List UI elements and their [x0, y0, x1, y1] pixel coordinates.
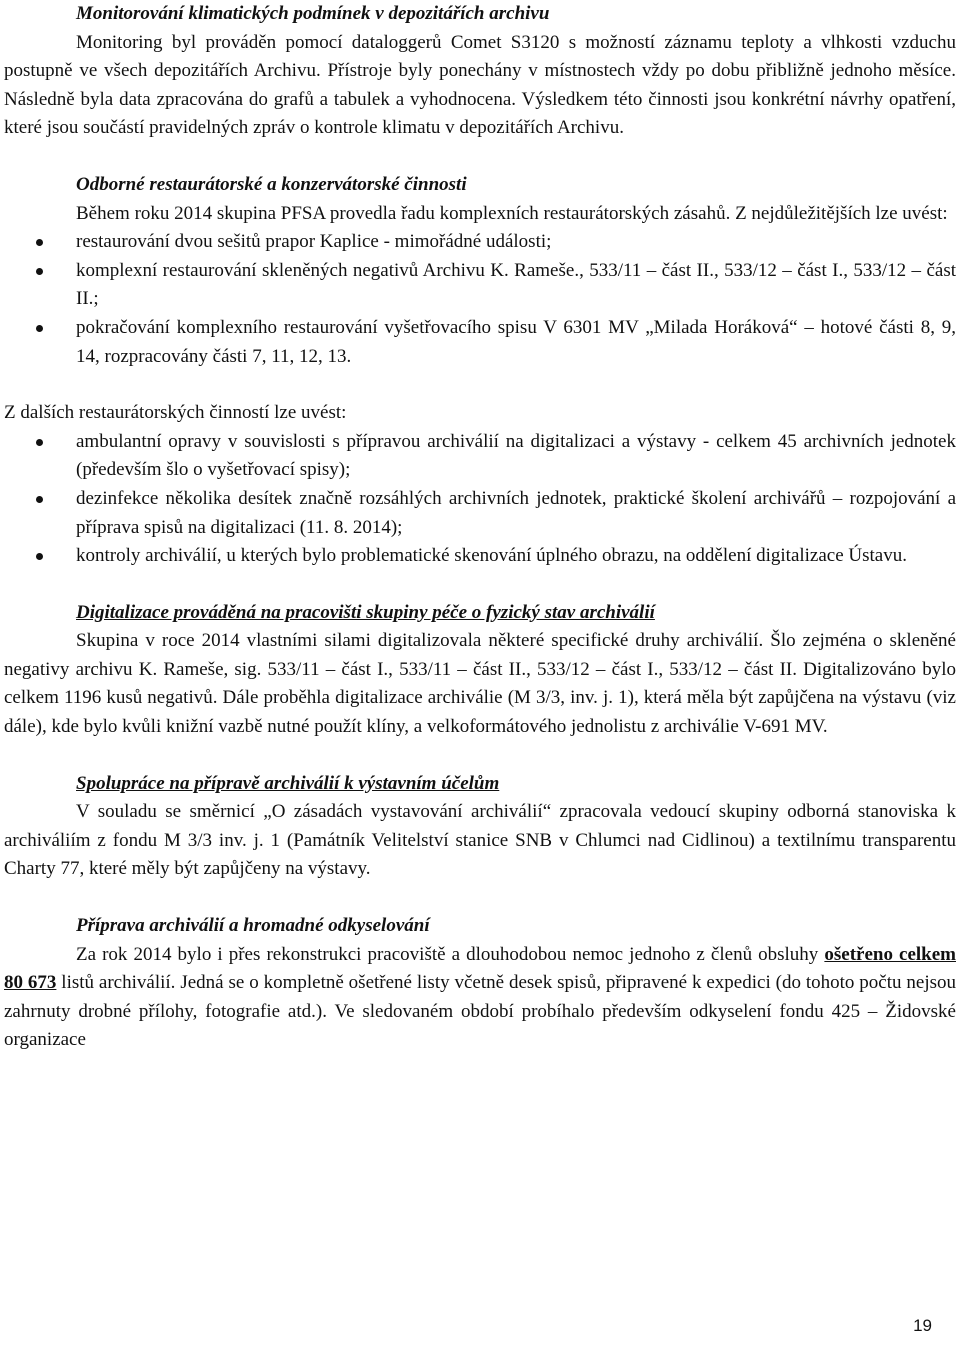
section-paragraph: Monitoring byl prováděn pomocí dataloggerů Comet S3120 s možností záznamu teploty a vlhkosti vzduchu postupně ve všech depozitářích Archivu. Přístroje byly ponechány v místnostech vždy po dobu přibližně jednoho měsíce. Následně byla data zpracována do grafů a tabulek a vyhodnocena. Výsledkem této činnosti jsou konkrétní návrhy opatření, které jsou součástí pravidelných zpráv o kontrole klimatu v depozitářích Archivu.	[4, 31, 956, 139]
list-item	[4, 485, 956, 542]
list-item-text: ambulantní opravy v souvislosti s přípravou archiválií na digitalizaci a výstavy - celkem 45 archivních jednotek (především šlo o vyšetřovací spisy);	[76, 430, 956, 481]
section-heading: Monitorování klimatických podmínek v depozitářích archivu	[76, 3, 550, 24]
section-climate-monitoring	[4, 0, 956, 143]
list-item	[4, 314, 956, 371]
section-paragraph: Skupina v roce 2014 vlastními silami digitalizovala některé specifické druhy archiválií. Šlo zejména o skleněné negativy archivu K. Rameše, sig. 533/11 – část I., 533/11 – část II., 533/12 – část I., 533/12 – část II. Digitalizováno bylo celkem 1196 kusů negativů. Dále proběhla digitalizace archiválie (M 3/3, inv. j. 1), která měla být zapůjčena na výstavu (viz dále), kde bylo kvůli knižní vazbě nutné použít klíny, a velkoformátového jednolistu z archiválie V-691 MV.	[4, 630, 956, 738]
bullet-icon	[36, 496, 43, 503]
section-intro: Z dalších restaurátorských činností lze uvést:	[4, 402, 347, 424]
section-heading: Odborné restaurátorské a konzervátorské činnosti	[76, 173, 467, 195]
bullet-icon	[36, 325, 43, 332]
bullet-icon	[36, 553, 43, 560]
list-item-text: pokračování komplexního restaurování vyšetřovacího spisu V 6301 MV „Milada Horáková“ – hotové části 8, 9, 14, rozpracovány části 7, 11, 12, 13.	[76, 316, 956, 367]
page-number: 19	[913, 1316, 932, 1335]
bullet-list	[4, 428, 956, 571]
paragraph-text: Za rok 2014 bylo i přes rekonstrukci pracoviště a dlouhodobou nemoc jednoho z členů obsluhy	[76, 943, 825, 965]
list-item-text: kontroly archiválií, u kterých bylo problematické skenování úplného obrazu, na oddělení digitalizace Ústavu.	[76, 545, 907, 567]
section-other-activities	[4, 399, 956, 571]
highlighted-count: ošetřeno celkem 80 673	[4, 943, 956, 994]
section-heading: Příprava archiválií a hromadné odkyselování	[76, 915, 430, 937]
list-item	[4, 228, 956, 257]
bullet-list	[4, 228, 956, 371]
list-item	[4, 542, 956, 571]
bullet-icon	[36, 268, 43, 275]
section-digitization	[4, 599, 956, 742]
section-paragraph: V souladu se směrnicí „O zásadách vystavování archiválií“ zpracovala vedoucí skupiny odborná stanoviska k archiváliím z fondu M 3/3 inv. j. 1 (Památník Velitelství stanice SNB v Chlumci nad Cidlinou) a textilnímu transparentu Charty 77, které měly být zapůjčeny na výstavy.	[4, 801, 956, 880]
section-paragraph	[4, 941, 956, 1055]
section-restoration	[4, 171, 956, 371]
section-exhibition	[4, 770, 956, 884]
section-heading	[4, 599, 956, 628]
list-item-text: dezinfekce několika desítek značně rozsáhlých archivních jednotek, praktické školení archivářů – rozpojování a příprava spisů na digitalizaci (11. 8. 2014);	[76, 487, 956, 538]
list-item	[4, 428, 956, 485]
section-heading-text: Spolupráce na přípravě archiválií k výstavním účelům	[76, 772, 500, 794]
document-page	[4, 0, 956, 1055]
section-heading-text: Digitalizace prováděná na pracovišti skupiny péče o fyzický stav archiválií	[76, 601, 655, 623]
paragraph-text: listů archiválií. Jedná se o kompletně ošetřené listy včetně desek spisů, připravené k expedici (do tohoto počtu nejsou zahrnuty drobné přílohy, fotografie atd.). Ve sledovaném období probíhalo především odkyselení fondu 425 – Židovské organizace	[4, 972, 957, 1051]
section-deacidification	[4, 912, 956, 1055]
list-item-text: restaurování dvou sešitů prapor Kaplice - mimořádné události;	[76, 231, 552, 253]
bullet-icon	[36, 439, 43, 446]
list-item	[4, 257, 956, 314]
section-heading	[4, 770, 956, 799]
section-paragraph: Během roku 2014 skupina PFSA provedla řadu komplexních restaurátorských zásahů. Z nejdůležitějších lze uvést:	[76, 202, 948, 224]
bullet-icon	[36, 239, 43, 246]
list-item-text: komplexní restaurování skleněných negativů Archivu K. Rameše., 533/11 – část II., 533/12 – část I., 533/12 – část II.;	[76, 259, 956, 310]
